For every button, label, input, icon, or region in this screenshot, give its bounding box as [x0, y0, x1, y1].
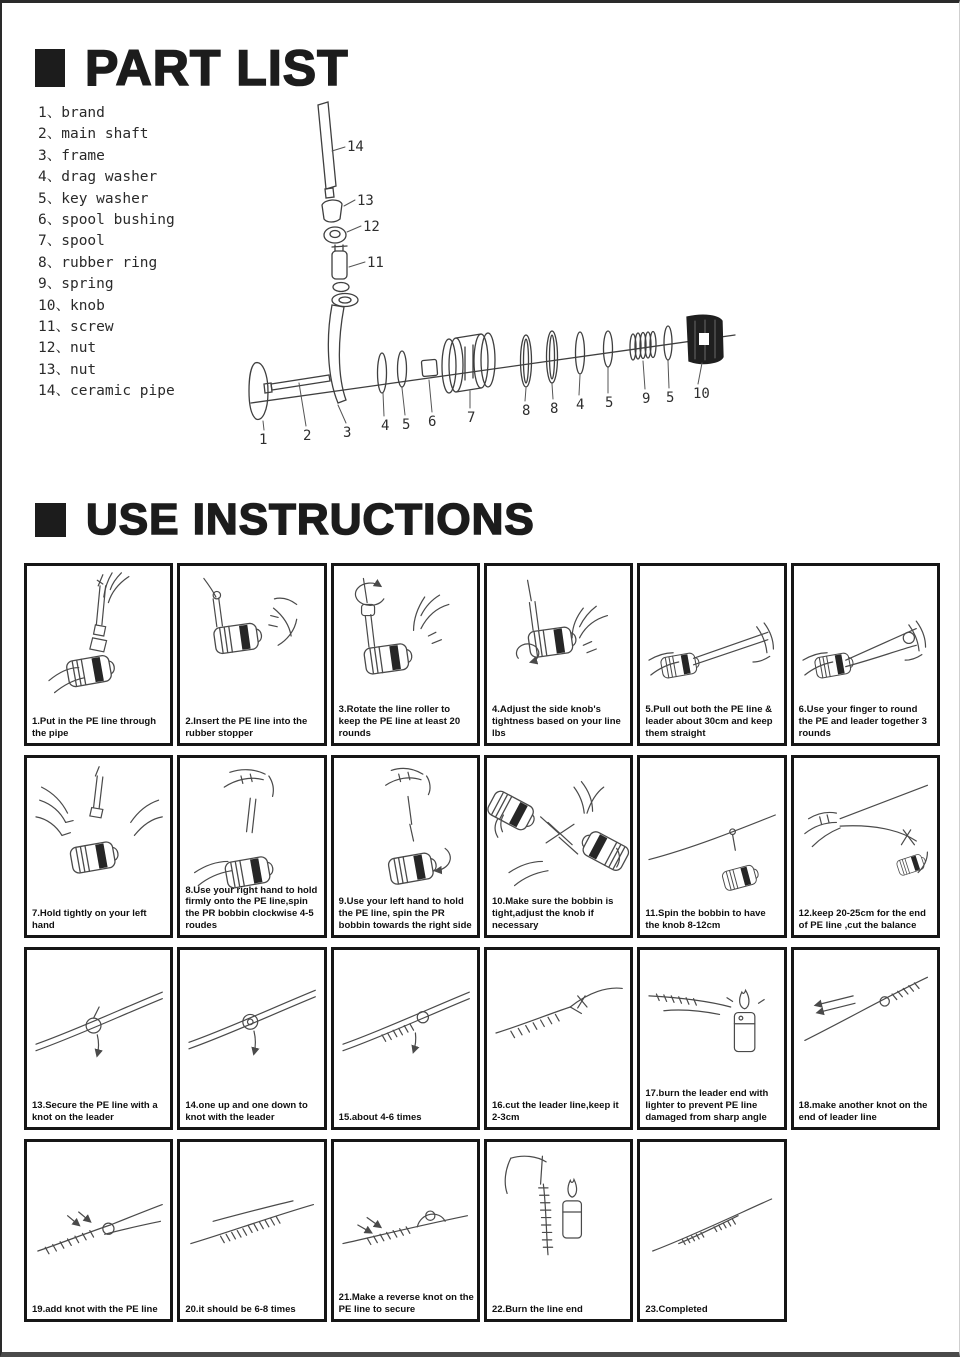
step-caption: 16.cut the leader line,keep it 2-3cm — [491, 1100, 619, 1124]
diagram-callout: 7 — [467, 410, 476, 426]
step-panel-11 — [637, 755, 786, 938]
step-23-illustration — [640, 1147, 783, 1277]
diagram-callout: 6 — [428, 414, 437, 430]
step-8-illustration — [180, 763, 323, 893]
step-panel-20 — [177, 1139, 326, 1322]
step-panel-3 — [331, 563, 480, 746]
part-item: 12、nut — [38, 340, 97, 357]
step-13-illustration — [27, 955, 170, 1085]
step-5-illustration — [640, 571, 783, 701]
step-11-illustration — [640, 763, 783, 893]
step-panel-15 — [331, 947, 480, 1130]
step-panel-10 — [484, 755, 633, 938]
diagram-callout: 14 — [347, 139, 364, 155]
step-panel-8 — [177, 755, 326, 938]
step-20-illustration — [180, 1147, 323, 1277]
use-instructions-heading: USE INSTRUCTIONS — [86, 495, 535, 544]
part-item: 7、spool — [38, 233, 105, 250]
step-caption: 1.Put in the PE line through the pipe — [32, 716, 157, 740]
use-instructions-title — [35, 495, 535, 545]
step-18-illustration — [794, 955, 937, 1085]
step-14-illustration — [180, 955, 323, 1085]
step-caption: 20.it should be 6-8 times — [185, 1304, 296, 1316]
step-caption: 21.Make a reverse knot on the PE line to secure — [338, 1292, 474, 1316]
step-caption: 15.about 4-6 times — [338, 1112, 422, 1124]
step-caption: 14.one up and one down to knot with the leader — [185, 1100, 308, 1124]
diagram-callout: 8 — [522, 403, 531, 419]
step-caption: 8.Use your right hand to hold firmly onto the PE line,spin the PR bobbin clockwise 4-5 roudes — [185, 884, 318, 932]
step-panel-16 — [484, 947, 633, 1130]
step-16-illustration — [487, 955, 630, 1085]
step-2-illustration — [180, 571, 323, 701]
step-panel-2 — [177, 563, 326, 746]
diagram-callout: 4 — [381, 418, 390, 434]
step-caption: 9.Use your left hand to hold the PE line, spin the PR bobbin towards the right side — [338, 896, 472, 932]
step-panel-17 — [637, 947, 786, 1130]
diagram-callout: 12 — [363, 219, 380, 235]
step-panel-7 — [24, 755, 173, 938]
step-caption: 11.Spin the bobbin to have the knob 8-12cm — [645, 908, 766, 932]
step-19-illustration — [27, 1147, 170, 1277]
step-panel-5 — [637, 563, 786, 746]
step-12-illustration — [794, 763, 937, 893]
step-panel-23 — [637, 1139, 786, 1322]
step-caption: 23.Completed — [645, 1304, 708, 1316]
step-1-illustration — [27, 571, 170, 701]
step-caption: 18.make another knot on the end of leader line — [798, 1100, 928, 1124]
step-9-illustration — [334, 763, 477, 893]
step-15-illustration — [334, 955, 477, 1085]
step-21-illustration — [334, 1147, 477, 1277]
square-bullet-icon — [35, 49, 65, 87]
step-10-illustration — [487, 763, 630, 893]
diagram-callout: 5 — [402, 417, 411, 433]
step-panel-22 — [484, 1139, 633, 1322]
diagram-callout: 2 — [303, 428, 312, 444]
step-caption: 6.Use your finger to round the PE and leader together 3 rounds — [798, 704, 927, 740]
diagram-callout: 5 — [666, 390, 675, 406]
step-caption: 12.keep 20-25cm for the end of PE line ,cut the balance — [798, 908, 926, 932]
part-item: 9、spring — [38, 276, 114, 293]
step-6-illustration — [794, 571, 937, 701]
step-caption: 2.Insert the PE line into the rubber stopper — [185, 716, 308, 740]
diagram-callout: 3 — [343, 425, 352, 441]
step-panel-6 — [791, 563, 940, 746]
step-22-illustration — [487, 1147, 630, 1277]
diagram-callout: 8 — [550, 401, 559, 417]
diagram-callout: 10 — [693, 386, 710, 402]
step-caption: 4.Adjust the side knob's tightness based on your line lbs — [491, 704, 621, 740]
diagram-callout: 5 — [605, 395, 614, 411]
step-panel-14 — [177, 947, 326, 1130]
step-caption: 10.Make sure the bobbin is tight,adjust the knob if necessary — [491, 896, 614, 932]
step-panel-18 — [791, 947, 940, 1130]
step-panel-9 — [331, 755, 480, 938]
step-panel-12 — [791, 755, 940, 938]
step-caption: 7.Hold tightly on your left hand — [32, 908, 147, 932]
step-caption: 3.Rotate the line roller to keep the PE line at least 20 rounds — [338, 704, 461, 740]
part-item: 6、spool bushing — [38, 212, 175, 229]
step-4-illustration — [487, 571, 630, 701]
part-item: 3、frame — [38, 147, 105, 164]
step-17-illustration — [640, 955, 783, 1085]
diagram-callout: 9 — [642, 391, 651, 407]
step-panel-21 — [331, 1139, 480, 1322]
part-item: 11、screw — [38, 319, 114, 336]
diagram-callout: 11 — [367, 255, 384, 271]
step-panel-4 — [484, 563, 633, 746]
part-item: 13、nut — [38, 361, 97, 378]
part-item: 5、key washer — [38, 190, 149, 207]
step-7-illustration — [27, 763, 170, 893]
part-item: 10、knob — [38, 297, 105, 314]
part-list-heading: PART LIST — [85, 40, 349, 96]
part-item: 1、brand — [38, 105, 105, 121]
step-panel-1 — [24, 563, 173, 746]
part-item: 2、main shaft — [38, 126, 149, 143]
square-bullet-icon — [35, 503, 66, 537]
step-caption: 22.Burn the line end — [491, 1304, 583, 1316]
diagram-callout: 1 — [259, 432, 268, 448]
step-caption: 5.Pull out both the PE line & leader about 30cm and keep them straight — [645, 704, 773, 740]
step-caption: 19.add knot with the PE line — [32, 1304, 158, 1316]
parts-list — [38, 103, 175, 403]
step-3-illustration — [334, 571, 477, 701]
steps-grid — [24, 563, 940, 1322]
part-item: 14、ceramic pipe — [38, 383, 175, 400]
part-item: 4、drag washer — [38, 169, 158, 186]
diagram-callout: 13 — [357, 193, 374, 209]
exploded-diagram — [235, 89, 745, 474]
diagram-callout: 4 — [576, 397, 585, 413]
step-caption: 13.Secure the PE line with a knot on the leader — [32, 1100, 158, 1124]
step-panel-13 — [24, 947, 173, 1130]
part-item: 8、rubber ring — [38, 254, 158, 271]
step-panel-19 — [24, 1139, 173, 1322]
exploded-diagram-drawing — [235, 89, 745, 474]
step-caption: 17.burn the leader end with lighter to prevent PE line damaged from sharp angle — [645, 1088, 769, 1124]
